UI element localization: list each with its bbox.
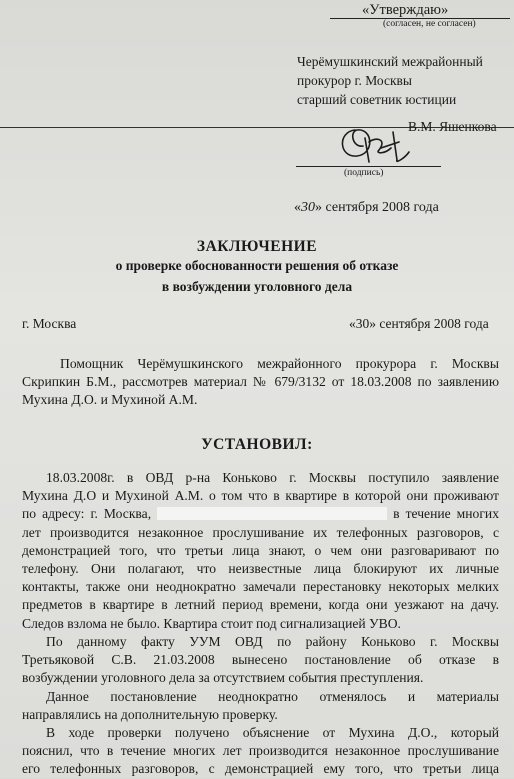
official-line: Черёмушкинский межрайонный [297, 54, 483, 69]
document-place: г. Москва [22, 316, 77, 331]
document-date: «30» сентября 2008 года [349, 316, 489, 331]
address-suffix: в течение многих [393, 506, 499, 522]
text-line: По данному факту УУМ ОВД по району Коньково г. Москвы [46, 634, 499, 649]
paragraph-explanation [22, 724, 499, 779]
text-line: Следов взлома не было. Квартира стоит под сигнализацией УВО. [22, 615, 401, 631]
text-line: контакты, также они неоднократно замечали перестановку некоторых мелких [22, 579, 499, 595]
text-line-address [22, 505, 499, 523]
document-subtitle-line: в возбуждении уголовного дела [161, 279, 353, 294]
text-line: пояснил, что в течение многих лет производится незаконное прослушивание [22, 743, 499, 759]
paragraph-cancellation [22, 688, 499, 724]
paragraph-decision [22, 633, 499, 688]
approval-date: «30» сентября 2008 года [294, 200, 439, 215]
address-prefix: по адресу: г. Москва, [22, 506, 152, 522]
text-line: Третьяковой С.В. 21.03.2008 вынесено постановление об отказе в [22, 652, 499, 668]
text-line: Мухина Д.О и Мухиной А.М. о том что в квартире в которой они проживают [22, 488, 499, 504]
text-line: направлялись на дополнительную проверку. [22, 707, 278, 723]
text-line: его телефонных разговоров, с демонстрацией ему того, что третьи лица [22, 761, 499, 777]
signature-note: (подпись) [344, 168, 384, 178]
intro-paragraph [22, 355, 499, 410]
approval-date-rest: сентября 2008 года [325, 200, 439, 215]
text-line: В ходе проверки получено объяснение от Мухина Д.О., который [46, 725, 499, 740]
text-line: возбуждении уголовного дела за отсутствием события преступления. [22, 670, 424, 686]
signature-underline [296, 166, 441, 167]
text-line: Данное постановление неоднократно отменялось и материалы [46, 689, 499, 704]
official-line: старший советник юстиции [297, 92, 457, 107]
approval-date-day: 30 [301, 200, 315, 215]
text-line: 18.03.2008г. в ОВД р-на Коньково г. Москвы поступило заявление [46, 470, 499, 485]
document-subtitle-line: о проверке обоснованности решения об отказе [115, 258, 399, 273]
redacted-address [157, 507, 387, 520]
text-line: Скрипкин Б.М., рассмотрев материал № 679/3132 от 18.03.2008 по заявлению [22, 374, 499, 390]
handwritten-signature [335, 118, 415, 168]
official-name: В.М. Яшенкова [408, 119, 497, 134]
approval-heading: «Утверждаю» [362, 2, 449, 18]
text-line: лет производится незаконное прослушивание их телефонных разговоров, с [22, 524, 499, 540]
text-line: демонстрацией того, что третьи лица знают, о чем они разговаривают по [22, 542, 499, 558]
section-heading: УСТАНОВИЛ: [201, 436, 313, 453]
paragraph-statement [22, 469, 499, 633]
official-line: прокурор г. Москвы [297, 73, 412, 88]
approval-heading-note: (согласен, не согласен) [383, 19, 476, 29]
text-line: Помощник Черёмушкинского межрайонного прокурора г. Москвы [60, 356, 499, 371]
official-block [297, 52, 483, 109]
text-line: телефону. Они полагают, что неизвестные лица блокируют их личные [22, 561, 499, 577]
text-line: предметов в квартире в летний период времени, когда они уезжают на дачу. [22, 597, 499, 613]
document-title: ЗАКЛЮЧЕНИЕ [196, 238, 318, 255]
text-line: Мухина Д.О. и Мухиной А.М. [22, 392, 198, 408]
